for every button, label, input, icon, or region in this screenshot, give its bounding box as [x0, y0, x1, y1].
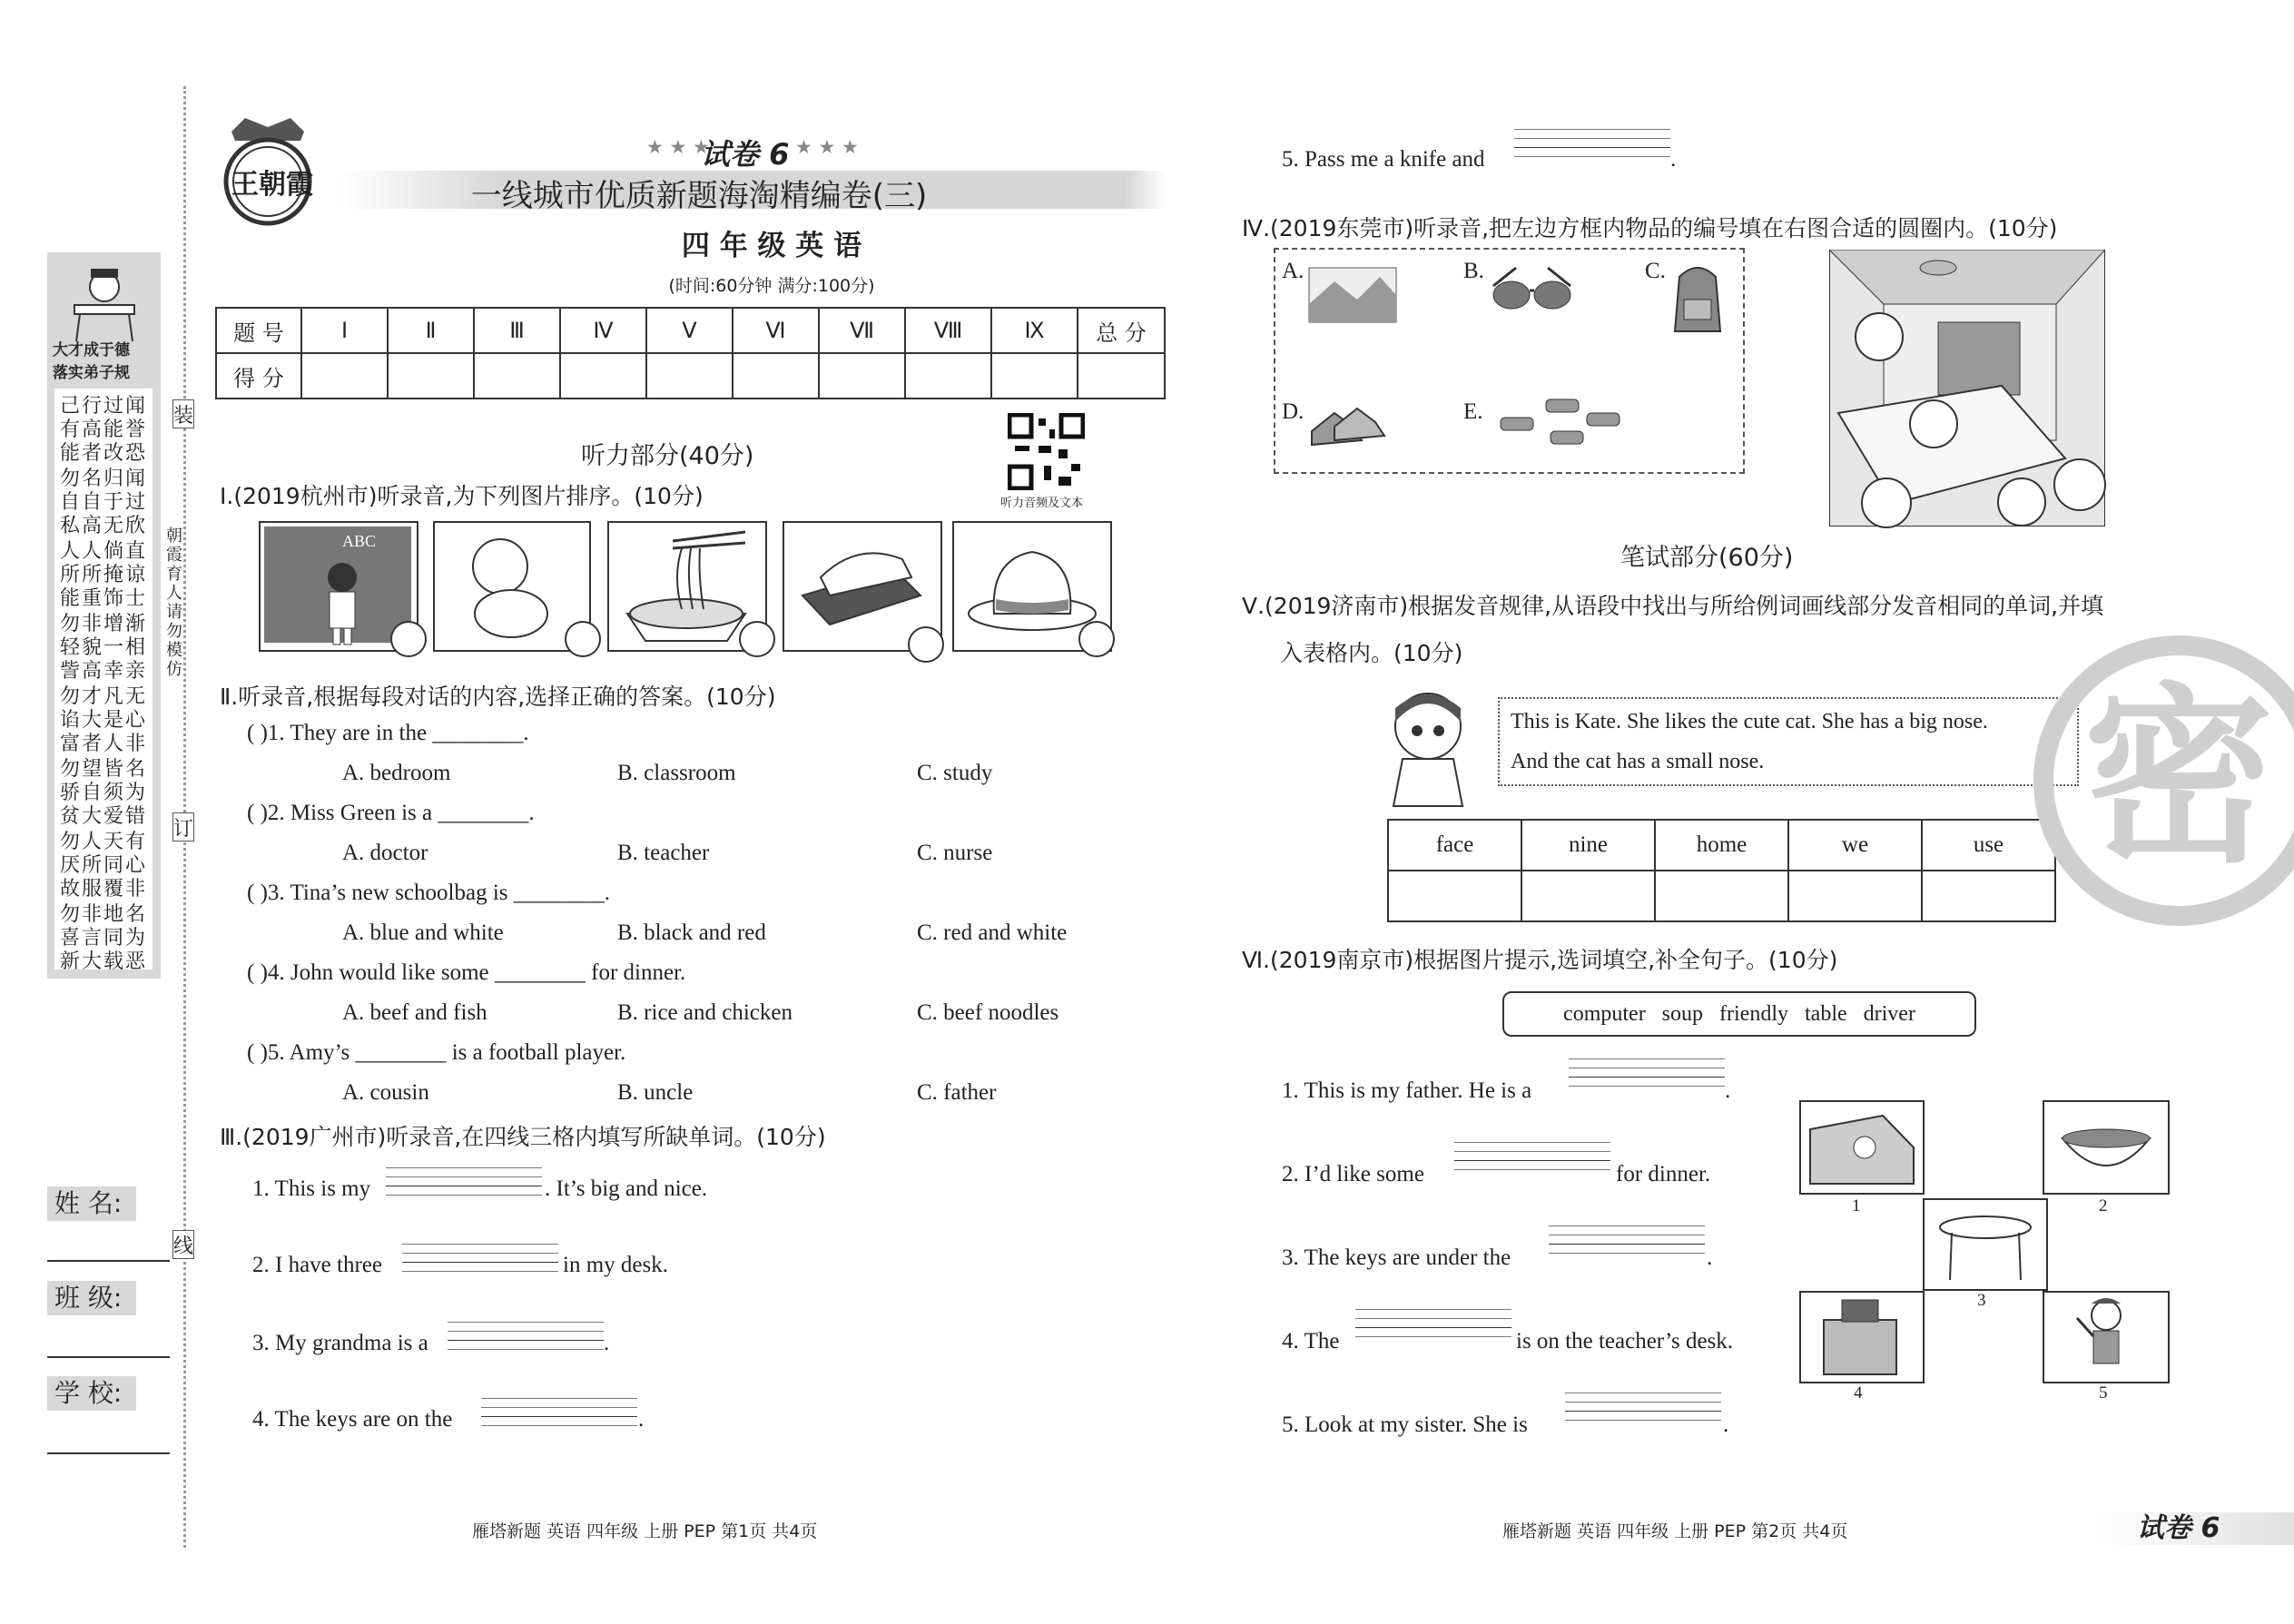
motto-line: 勿名归闻	[60, 468, 148, 490]
name-line[interactable]	[47, 1260, 170, 1262]
listening-heading: 听力部分(40分)	[581, 442, 754, 470]
q5-answer-cell[interactable]	[1388, 871, 1521, 921]
q5-example-word: nine	[1521, 820, 1655, 871]
q2-option[interactable]: A. beef and fish	[342, 1000, 487, 1025]
q6-picture-soup	[2043, 1100, 2170, 1195]
motto-line: 有高能誉	[60, 418, 148, 441]
motto-line: 勿人天有	[60, 831, 148, 853]
logo-text: 王朝霞	[231, 169, 313, 201]
q6-suffix: .	[1707, 1245, 1713, 1270]
fold-mark-binding: 装	[172, 399, 194, 428]
q6-writing-lines[interactable]	[1569, 1058, 1725, 1095]
confidential-watermark: 密	[2033, 635, 2294, 926]
q1-answer-circle[interactable]	[908, 626, 944, 663]
q2-stem: ( )3. Tina’s new schoolbag is ________.	[247, 881, 610, 905]
qr-caption: 听力音频及文本	[1000, 497, 1084, 510]
q6-pic-number: 4	[1854, 1383, 1863, 1403]
score-cell: Ⅳ	[560, 308, 646, 353]
q5-example-word: face	[1388, 820, 1521, 871]
score-input-cell[interactable]	[905, 353, 991, 399]
q2-stem: ( )5. Amy’s ________ is a football player.	[247, 1040, 626, 1065]
motto-line: 能重饰士	[60, 587, 148, 610]
q4-answer-circle[interactable]	[1909, 399, 1958, 448]
q6-pic-number: 5	[2099, 1383, 2108, 1403]
q5-word-table	[1387, 819, 2056, 922]
q6-title: Ⅵ.(2019南京市)根据图片提示,选词填空,补全句子。(10分)	[1242, 947, 1838, 973]
q4-answer-circle[interactable]	[1855, 312, 1904, 361]
score-cell: 总 分	[1078, 308, 1165, 353]
time-info: (时间:60分钟 满分:100分)	[668, 276, 875, 296]
girl-kate-illustration	[1375, 681, 1484, 808]
q5-answer-row	[1388, 871, 2055, 921]
q3-prefix: 4. The keys are on the	[252, 1407, 453, 1432]
q2-option[interactable]: C. red and white	[917, 920, 1068, 945]
motto-line: 己行过闻	[60, 395, 148, 418]
score-row-label: 得 分	[216, 353, 301, 399]
q3-writing-lines[interactable]	[402, 1244, 558, 1280]
q5-example-word: we	[1788, 820, 1922, 871]
score-input-cell[interactable]	[646, 353, 733, 399]
q4-label: A.	[1282, 259, 1305, 283]
q2-option[interactable]: B. uncle	[617, 1080, 694, 1105]
score-cell: Ⅲ	[474, 308, 560, 353]
motto-line: 新大载恶	[60, 950, 148, 973]
q6-pic-number: 3	[1977, 1291, 1986, 1310]
motto-line: 自自于过	[60, 491, 148, 514]
subject-title: 四 年 级 英 语	[681, 230, 862, 262]
stars-right: ★ ★ ★	[795, 136, 859, 158]
scholar-illustration	[67, 261, 142, 343]
score-input-cell[interactable]	[560, 353, 646, 399]
series-title: 一线城市优质新题海淘精编卷(三)	[470, 178, 928, 214]
class-label: 班 级:	[47, 1281, 136, 1315]
q5-example-word: home	[1655, 820, 1788, 871]
score-input-cell[interactable]	[991, 353, 1078, 399]
q5-answer-cell[interactable]	[1655, 871, 1788, 921]
q4-picture-sunglasses	[1489, 263, 1575, 318]
q5-passage-box	[1498, 697, 2079, 786]
q6-suffix: is on the teacher’s desk.	[1516, 1329, 1734, 1353]
motto-line: 所所掩谅	[60, 564, 148, 586]
fold-mark-stitch: 订	[172, 812, 194, 842]
q5-passage-line-1: This is Kate. She likes the cute cat. She has a big nose.	[1511, 710, 1988, 733]
q3-suffix: .	[638, 1407, 645, 1432]
q6-prefix: 5. Look at my sister. She is	[1282, 1412, 1528, 1437]
motto-line: 谄大是心	[60, 709, 148, 732]
q2-option[interactable]: B. black and red	[617, 920, 766, 945]
q6-pic-number: 2	[2099, 1196, 2108, 1216]
q6-picture-table	[1923, 1198, 2048, 1291]
score-cell: Ⅰ	[301, 308, 388, 353]
q2-option[interactable]: A. doctor	[342, 841, 428, 865]
q6-picture-driver	[1799, 1100, 1925, 1195]
motto-line: 勿望皆名	[60, 758, 148, 781]
q6-writing-lines[interactable]	[1565, 1393, 1721, 1429]
score-input-cell[interactable]	[388, 353, 474, 399]
motto-line: 贫大爱错	[60, 805, 148, 828]
score-input-cell[interactable]	[733, 353, 819, 399]
q3-item5-prefix: 5. Pass me a knife and	[1282, 147, 1485, 172]
q3-prefix: 3. My grandma is a	[252, 1331, 428, 1355]
score-input-cell[interactable]	[1078, 353, 1165, 399]
q4-answer-circle[interactable]	[1861, 477, 1912, 528]
fold-note: 朝霞育人 请勿模仿	[166, 527, 182, 679]
q1-answer-circle[interactable]	[565, 621, 601, 657]
q3-writing-lines[interactable]	[481, 1398, 637, 1434]
score-table-score-row	[216, 353, 1165, 399]
footer-right: 雁塔新题 英语 四年级 上册 PEP 第2页 共4页	[1502, 1521, 1848, 1541]
motto-line: 訾高幸亲	[60, 660, 148, 683]
q2-option[interactable]: B. rice and chicken	[617, 1000, 793, 1025]
q6-prefix: 2. I’d like some	[1282, 1162, 1424, 1186]
q4-answer-circle[interactable]	[2053, 458, 2106, 511]
q6-pic-number: 1	[1852, 1196, 1861, 1216]
motto-line: 轻貌一相	[60, 636, 148, 659]
motto-line: 骄自须为	[60, 782, 148, 804]
q3-prefix: 2. I have three	[252, 1253, 382, 1277]
fold-mark-line: 线	[172, 1230, 194, 1259]
q4-label: E.	[1463, 399, 1483, 424]
q4-title: Ⅳ.(2019东莞市)听录音,把左边方框内物品的编号填在右图合适的圆圈内。(10分)	[1242, 215, 2058, 241]
q6-suffix: .	[1723, 1412, 1729, 1437]
q6-writing-lines[interactable]	[1355, 1309, 1511, 1345]
score-cell: Ⅶ	[819, 308, 905, 353]
q5-title: Ⅴ.(2019济南市)根据发音规律,从语段中找出与所给例词画线部分发音相同的单词,并填	[1242, 593, 2104, 619]
motto-line: 勿才凡无	[60, 685, 148, 708]
motto-line: 能者改恐	[60, 442, 148, 465]
q4-picture-toy-cars	[1496, 390, 1632, 454]
q2-option[interactable]: C. nurse	[917, 841, 993, 865]
q2-option[interactable]: B. classroom	[617, 761, 736, 785]
q6-picture-computer	[1799, 1291, 1925, 1383]
q2-option[interactable]: B. teacher	[617, 841, 710, 865]
q5-answer-cell[interactable]	[1922, 871, 2055, 921]
q6-writing-lines[interactable]	[1454, 1142, 1610, 1178]
q3-suffix: .	[604, 1331, 610, 1355]
q6-writing-lines[interactable]	[1549, 1225, 1705, 1262]
stars-left: ★ ★ ★	[646, 136, 710, 158]
motto-line: 勿非增渐	[60, 613, 148, 635]
score-cell: 题 号	[216, 308, 301, 353]
q5-example-word: use	[1922, 820, 2055, 871]
q2-option[interactable]: A. cousin	[342, 1080, 429, 1105]
score-cell: Ⅸ	[991, 308, 1078, 353]
q2-option[interactable]: C. study	[917, 761, 993, 785]
score-input-cell[interactable]	[474, 353, 560, 399]
q3-prefix: 1. This is my	[252, 1176, 371, 1201]
q1-answer-circle[interactable]	[739, 621, 775, 657]
q3-title: Ⅲ.(2019广州市)听录音,在四线三格内填写所缺单词。(10分)	[220, 1124, 826, 1150]
q1-answer-circle[interactable]	[1078, 621, 1115, 657]
slogan-1: 大才成于德	[53, 341, 130, 359]
school-label: 学 校:	[47, 1376, 136, 1411]
score-cell: Ⅱ	[388, 308, 474, 353]
q6-prefix: 4. The	[1282, 1329, 1340, 1353]
q6-prefix: 3. The keys are under the	[1282, 1245, 1511, 1270]
q5-example-row	[1388, 820, 2055, 871]
q2-stem: ( )4. John would like some ________ for dinner.	[247, 960, 686, 985]
writing-heading: 笔试部分(60分)	[1620, 544, 1794, 572]
score-input-cell[interactable]	[819, 353, 905, 399]
school-line[interactable]	[47, 1452, 170, 1454]
q2-stem: ( )2. Miss Green is a ________.	[247, 801, 535, 825]
q6-prefix: 1. This is my father. He is a	[1282, 1078, 1532, 1103]
motto-line: 喜言同为	[60, 927, 148, 950]
class-line[interactable]	[47, 1356, 170, 1358]
motto-line: 厌所同心	[60, 854, 148, 877]
q2-title: Ⅱ.听录音,根据每段对话的内容,选择正确的答案。(10分)	[220, 684, 776, 710]
footer-left: 雁塔新题 英语 四年级 上册 PEP 第1页 共4页	[472, 1521, 818, 1541]
q3-suffix: in my desk.	[563, 1253, 668, 1277]
q2-option[interactable]: C. beef noodles	[917, 1000, 1059, 1025]
q5-answer-cell[interactable]	[1521, 871, 1655, 921]
motto-line: 勿非地名	[60, 903, 148, 926]
motto-line: 私高无欣	[60, 515, 148, 537]
footer-exam-tag: 试卷 6	[2137, 1512, 2220, 1544]
q3-writing-lines[interactable]	[386, 1167, 542, 1204]
q5-title-cont: 入表格内。(10分)	[1280, 640, 1463, 666]
q5-answer-cell[interactable]	[1788, 871, 1922, 921]
q5-passage-line-2: And the cat has a small nose.	[1511, 750, 1765, 773]
score-table	[215, 307, 1166, 399]
q2-option[interactable]: C. father	[917, 1080, 997, 1105]
q6-word-bank: computer soup friendly table driver	[1502, 991, 1976, 1037]
score-cell: Ⅵ	[733, 308, 819, 353]
motto-line: 人人倘直	[60, 540, 148, 563]
q4-label: C.	[1645, 259, 1666, 283]
q3-item5-suffix: .	[1670, 147, 1677, 172]
exam-tag: 试卷 6	[701, 137, 790, 172]
q3-writing-lines[interactable]	[448, 1322, 604, 1358]
q4-picture-shoes	[1307, 395, 1389, 454]
q2-option[interactable]: A. blue and white	[342, 920, 504, 945]
name-label: 姓 名:	[47, 1186, 136, 1221]
q4-label: B.	[1463, 259, 1484, 283]
q3-writing-lines[interactable]	[1514, 129, 1670, 165]
q2-option[interactable]: A. bedroom	[342, 761, 451, 785]
q6-suffix: .	[1725, 1078, 1731, 1103]
q1-title: Ⅰ.(2019杭州市)听录音,为下列图片排序。(10分)	[220, 483, 704, 509]
score-input-cell[interactable]	[301, 353, 388, 399]
score-cell: Ⅴ	[646, 308, 733, 353]
q4-picture-landscape	[1307, 259, 1398, 331]
score-cell: Ⅷ	[905, 308, 991, 353]
slogan-2: 落实弟子规	[53, 364, 130, 382]
q3-suffix: . It’s big and nice.	[545, 1176, 708, 1201]
q4-label: D.	[1282, 399, 1305, 424]
motto-sidebar	[47, 252, 161, 979]
motto-line: 故服覆非	[60, 878, 148, 901]
score-table-header-row	[216, 308, 1165, 353]
motto-line: 富者人非	[60, 733, 148, 755]
q4-picture-backpack	[1666, 259, 1729, 336]
q6-suffix: for dinner.	[1616, 1162, 1711, 1186]
q6-picture-friendly-girl	[2043, 1291, 2170, 1383]
q2-stem: ( )1. They are in the ________.	[247, 721, 529, 745]
q1-answer-circle[interactable]	[390, 621, 427, 657]
q4-answer-circle[interactable]	[1997, 477, 2046, 527]
board-text: ABC	[342, 532, 377, 550]
qr-code-icon[interactable]	[1008, 413, 1085, 490]
